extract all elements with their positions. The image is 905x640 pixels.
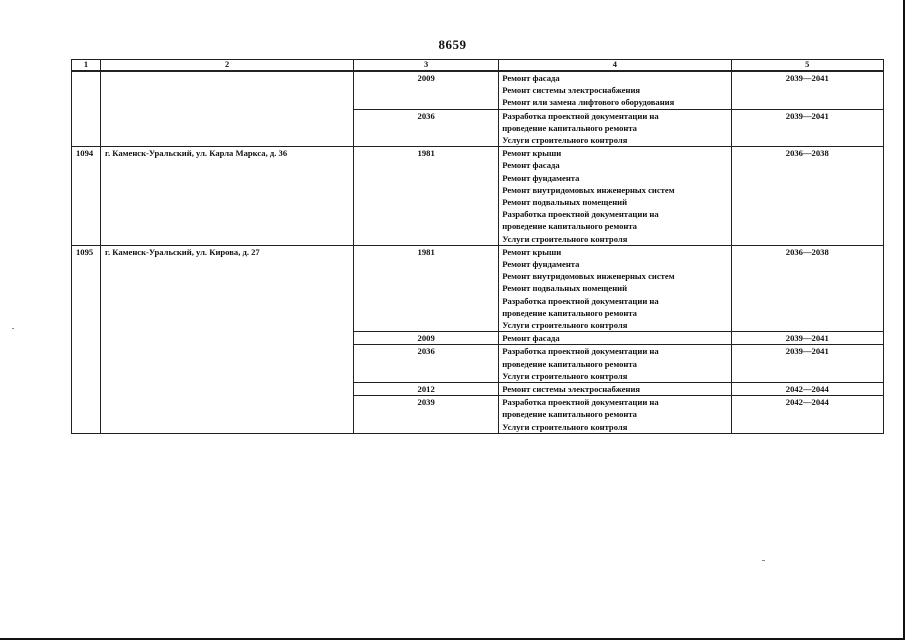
work-item: Услуги строительного контроля xyxy=(502,233,628,244)
period-cell: 2042—2044 xyxy=(731,396,883,434)
works-cell xyxy=(499,332,731,345)
work-item: Услуги строительного контроля xyxy=(502,370,628,381)
work-item: проведение капитального ремонта xyxy=(502,307,637,318)
work-item: Ремонт или замена лифтового оборудования xyxy=(502,97,675,108)
work-item: Разработка проектной документации на xyxy=(502,209,659,220)
period-cell: 2036—2038 xyxy=(731,147,883,246)
year-cell: 2009 xyxy=(354,71,499,109)
work-item: Ремонт внутридомовых инженерных систем xyxy=(502,271,675,282)
building-number-cell: 1094 xyxy=(72,147,101,246)
period-cell: 2039—2041 xyxy=(731,109,883,147)
works-cell xyxy=(499,245,731,331)
works-cell xyxy=(499,147,731,246)
work-item: Ремонт фундамента xyxy=(502,172,580,183)
period-cell: 2039—2041 xyxy=(731,71,883,109)
work-item: Ремонт фундамента xyxy=(502,259,580,270)
work-item: Ремонт внутридомовых инженерных систем xyxy=(502,184,675,195)
year-cell: 2009 xyxy=(354,332,499,345)
scan-speck xyxy=(12,328,14,329)
year-cell: 2039 xyxy=(354,396,499,434)
work-item: Разработка проектной документации на xyxy=(502,295,659,306)
page-number: 8659 xyxy=(438,37,467,52)
work-item: Разработка проектной документации на xyxy=(502,346,659,357)
work-item: Разработка проектной документации на xyxy=(502,110,659,121)
work-item: Ремонт системы электроснабжения xyxy=(502,384,641,395)
year-cell: 1981 xyxy=(354,245,499,331)
works-cell xyxy=(499,71,731,109)
building-number-cell xyxy=(72,71,101,147)
building-number-cell: 1095 xyxy=(72,245,101,433)
work-item: Ремонт фасада xyxy=(502,160,560,171)
work-item: Ремонт подвальных помещений xyxy=(502,197,628,208)
year-cell: 2012 xyxy=(354,383,499,396)
work-item: Ремонт крыши xyxy=(502,148,562,159)
period-cell: 2042—2044 xyxy=(731,383,883,396)
table-header-row xyxy=(72,60,884,72)
scan-speck xyxy=(762,560,765,561)
work-item: проведение капитального ремонта xyxy=(502,409,637,420)
column-header: 5 xyxy=(731,60,883,72)
column-header: 4 xyxy=(499,60,731,72)
column-header: 1 xyxy=(72,60,101,72)
period-cell: 2036—2038 xyxy=(731,245,883,331)
works-cell xyxy=(499,345,731,383)
address-cell xyxy=(101,71,354,147)
work-item: Разработка проектной документации на xyxy=(502,397,659,408)
work-item: проведение капитального ремонта xyxy=(502,221,637,232)
works-cell xyxy=(499,383,731,396)
year-cell: 2036 xyxy=(354,109,499,147)
work-item: Ремонт крыши xyxy=(502,246,562,257)
work-item: проведение капитального ремонта xyxy=(502,358,637,369)
address-cell: г. Каменск-Уральский, ул. Карла Маркса, д. 36 xyxy=(101,147,354,246)
work-item: Услуги строительного контроля xyxy=(502,421,628,432)
work-item: Услуги строительного контроля xyxy=(502,320,628,331)
repair-schedule-table xyxy=(71,59,884,434)
period-cell: 2039—2041 xyxy=(731,332,883,345)
work-item: Ремонт фасада xyxy=(502,333,560,344)
works-cell xyxy=(499,109,731,147)
column-header: 2 xyxy=(101,60,354,72)
works-cell xyxy=(499,396,731,434)
work-item: Ремонт фасада xyxy=(502,73,560,83)
year-cell: 1981 xyxy=(354,147,499,246)
table-row xyxy=(72,71,884,109)
work-item: проведение капитального ремонта xyxy=(502,122,637,133)
table-row xyxy=(72,245,884,331)
address-cell: г. Каменск-Уральский, ул. Кирова, д. 27 xyxy=(101,245,354,433)
column-header: 3 xyxy=(354,60,499,72)
work-item: Ремонт системы электроснабжения xyxy=(502,85,641,96)
period-cell: 2039—2041 xyxy=(731,345,883,383)
work-item: Ремонт подвальных помещений xyxy=(502,283,628,294)
table-body xyxy=(72,71,884,433)
year-cell: 2036 xyxy=(354,345,499,383)
table-row xyxy=(72,147,884,246)
work-item: Услуги строительного контроля xyxy=(502,135,628,146)
